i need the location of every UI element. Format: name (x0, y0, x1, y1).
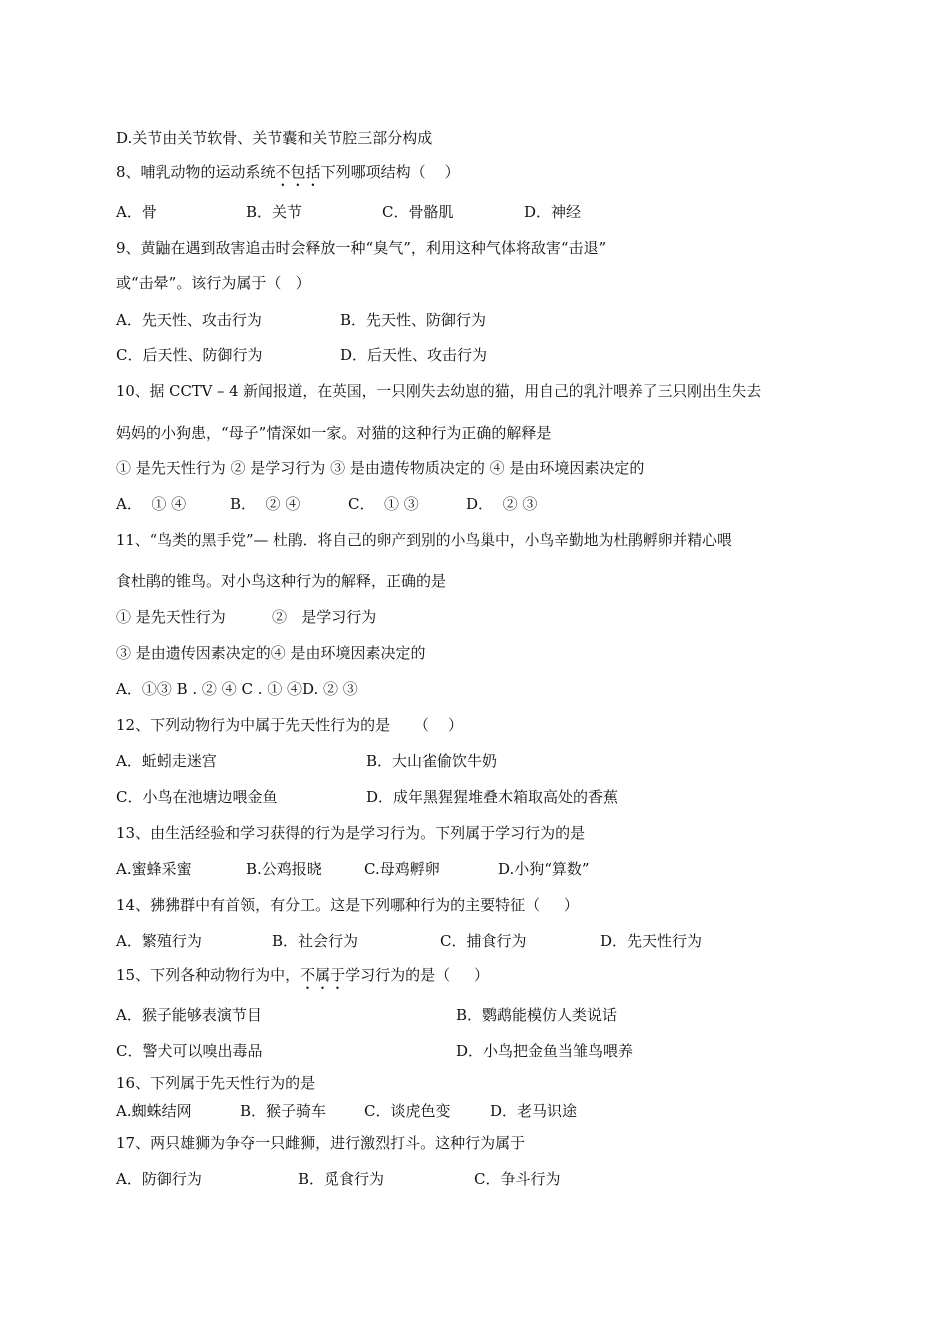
q15-option-b: B．鹦鹉能模仿人类说话 (456, 1006, 618, 1024)
q8-stem-pre: 8、哺乳动物的运动系统 (116, 163, 276, 181)
q9-stem-2: 或“击晕”。该行为属于（ ） (116, 274, 311, 292)
q14-stem: 14、狒狒群中有首领，有分工。这是下列哪种行为的主要特征（ ） (116, 896, 579, 914)
q12-stem: 12、下列动物行为中属于先天性行为的是 （ ） (116, 716, 464, 734)
q14-option-a: A．繁殖行为 (116, 932, 202, 950)
q10-option-d: D． ② ③ (466, 495, 538, 513)
q11-statement-2: ② 是学习行为 (272, 608, 377, 626)
q11-options: A．①③ B . ② ④ C . ① ④D. ② ③ (116, 680, 358, 698)
q15-emphasis: 不属于 (300, 966, 346, 984)
q13-option-d: D.小狗“算数” (498, 860, 590, 878)
q11-statement-1: ① 是先天性行为 (116, 608, 226, 626)
q9-option-a: A．先天性、攻击行为 (116, 311, 262, 329)
q12-option-a: A．蚯蚓走迷宫 (116, 752, 217, 770)
q8-stem-post: 下列哪项结构（ ） (320, 163, 460, 181)
q17-option-a: A．防御行为 (116, 1170, 202, 1188)
q13-stem: 13、由生活经验和学习获得的行为是学习行为。下列属于学习行为的是 (116, 824, 586, 842)
q15-stem-pre: 15、下列各种动物行为中， (116, 966, 301, 984)
q15-option-c: C．警犬可以嗅出毒品 (116, 1042, 263, 1060)
q9-option-c: C．后天性、防御行为 (116, 346, 263, 364)
q8-stem (116, 162, 460, 190)
q8-option-a: A．骨 (116, 203, 157, 221)
q12-option-b: B．大山雀偷饮牛奶 (366, 752, 498, 770)
q10-option-c: C． ① ③ (348, 495, 419, 513)
q12-option-d: D．成年黑猩猩堆叠木箱取高处的香蕉 (366, 788, 619, 806)
q11-stem-1: 11、“鸟类的黑手党”— 杜鹃．将自己的卵产到别的小鸟巢中，小鸟辛勤地为杜鹃孵卵并精心喂 (116, 532, 732, 549)
q9-stem-1: 9、黄鼬在遇到敌害追击时会释放一种“臭气”，利用这种气体将敌害“击退” (116, 239, 607, 257)
q11-statements-3-4: ③ 是由遗传因素决定的④ 是由环境因素决定的 (116, 644, 426, 662)
q10-stem-1: 10、据 CCTV – 4 新闻报道，在英国，一只刚失去幼崽的猫，用自己的乳汁喂养了三只刚出生失去 (116, 383, 762, 400)
q9-option-d: D．后天性、攻击行为 (340, 346, 488, 364)
q8-option-c: C．骨骼肌 (382, 203, 454, 221)
q10-option-b: B． ② ④ (230, 495, 301, 513)
q14-option-d: D．先天性行为 (600, 932, 703, 950)
q11-stem-2: 食杜鹃的锥鸟。对小鸟这种行为的解释，正确的是 (116, 572, 447, 590)
q17-option-c: C．争斗行为 (474, 1170, 561, 1188)
q13-option-b: B.公鸡报晓 (246, 860, 322, 878)
q10-stem-2: 妈妈的小狗患，“母子”情深如一家。对猫的这种行为正确的解释是 (116, 424, 552, 442)
q8-option-d: D．神经 (524, 203, 582, 221)
q8-option-b: B．关节 (246, 203, 303, 221)
q17-option-b: B．觅食行为 (298, 1170, 385, 1188)
q16-stem: 16、下列属于先天性行为的是 (116, 1074, 316, 1092)
q12-option-c: C．小鸟在池塘边喂金鱼 (116, 788, 278, 806)
q8-emphasis: 不包括 (275, 163, 321, 181)
q14-option-b: B．社会行为 (272, 932, 359, 950)
q14-option-c: C．捕食行为 (440, 932, 527, 950)
q15-stem (116, 965, 489, 993)
q7-option-d: D.关节由关节软骨、关节囊和关节腔三部分构成 (116, 129, 433, 147)
q13-option-a: A.蜜蜂采蜜 (116, 860, 192, 878)
q16-option-b: B．猴子骑车 (240, 1102, 327, 1120)
q10-statements: ① 是先天性行为 ② 是学习行为 ③ 是由遗传物质决定的 ④ 是由环境因素决定的 (116, 459, 645, 477)
q16-option-c: C．谈虎色变 (364, 1102, 451, 1120)
q17-stem: 17、两只雄狮为争夺一只雌狮，进行激烈打斗。这种行为属于 (116, 1134, 526, 1152)
q16-option-a: A.蜘蛛结网 (116, 1102, 192, 1120)
q16-option-d: D．老马识途 (490, 1102, 578, 1120)
q15-option-d: D．小鸟把金鱼当雏鸟喂养 (456, 1042, 634, 1060)
q13-option-c: C.母鸡孵卵 (364, 860, 440, 878)
q15-stem-post: 学习行为的是（ ） (345, 966, 489, 984)
q9-option-b: B．先天性、防御行为 (340, 311, 487, 329)
q15-option-a: A．猴子能够表演节目 (116, 1006, 262, 1024)
q10-option-a: A． ① ④ (116, 495, 187, 513)
